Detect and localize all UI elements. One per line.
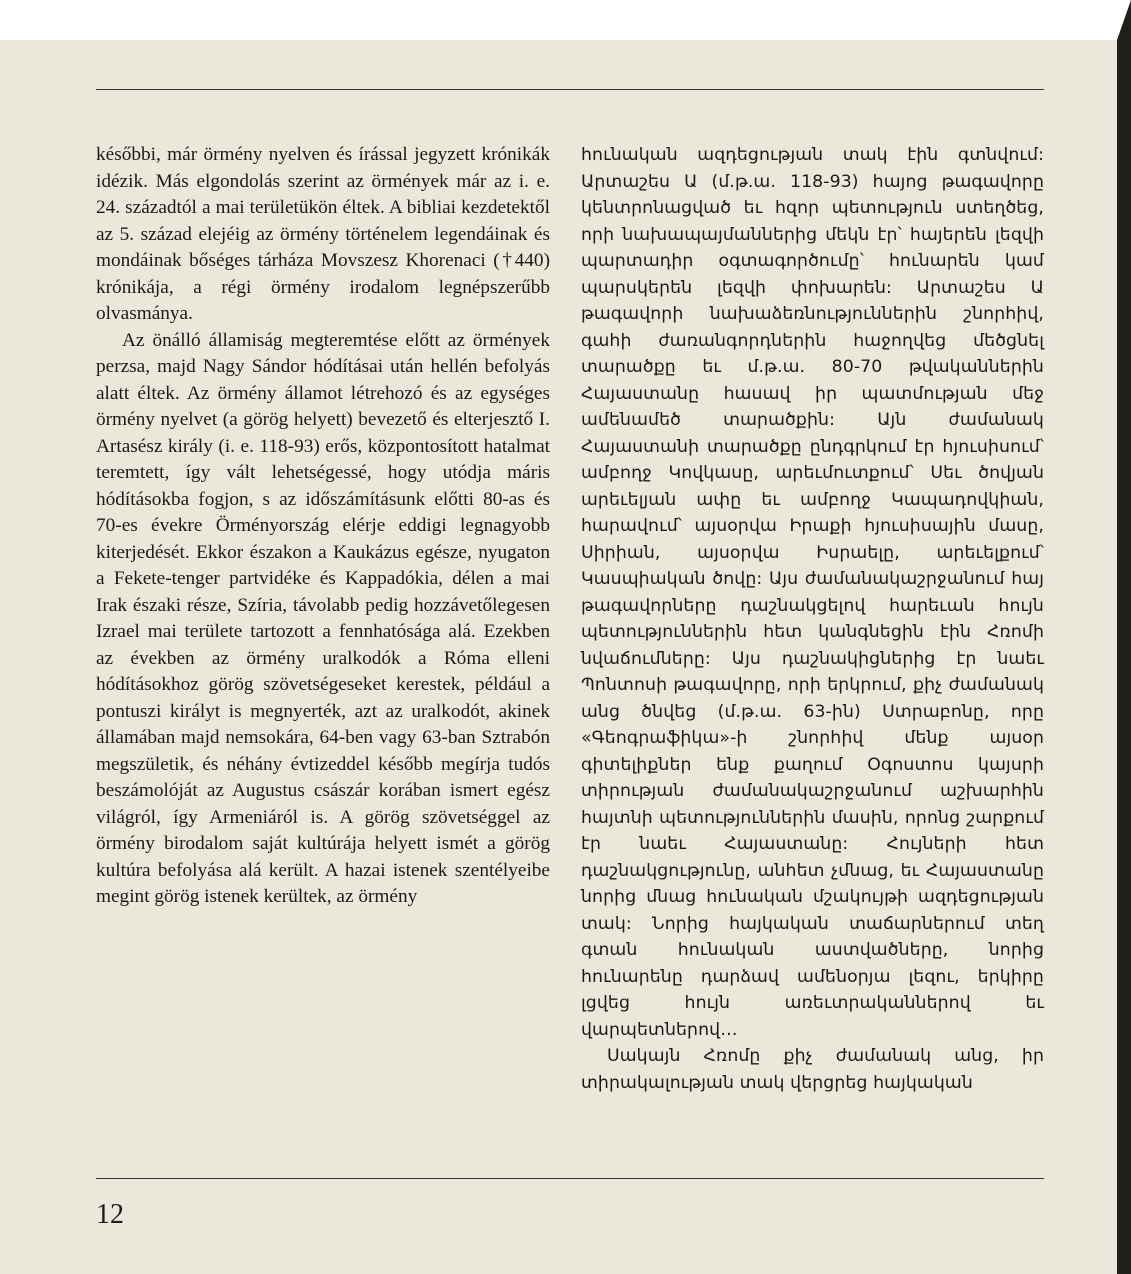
paragraph: Սակայն Հռոմը քիչ ժամանակ անց, իր տիրակալության տակ վերցրեց հայկական <box>581 1046 1044 1093</box>
top-rule <box>96 89 1044 90</box>
right-column-armenian <box>581 142 1044 1096</box>
paragraph: későbbi, már örmény nyelven és írással jegyzett krónikák idézik. Más elgondolás szerint az örmények már az i. e. 24. századtól a mai területükön éltek. A bibliai kezdetektől az 5. század elejéig az örmény történelem legendáinak és mondáinak bőséges tárháza Movszesz Khorenaci (†440) krónikája, a régi örmény irodalom legnépszerűbb olvasmánya. <box>96 144 550 324</box>
page-number: 12 <box>96 1199 124 1230</box>
paragraph: հունական ազդեցության տակ էին գտնվում: Արտաշես Ա (մ.թ.ա. 118-93) հայոց թագավորը կենտրոնացված եւ հզոր պետություն ստեղծեց, որի նախապայմաններից մեկն էր՝ հայերեն լեզվի պարտադիր օգտագործումը՝ հունարեն կամ պարսկերեն լեզվի փոխարեն: Արտաշես Ա թագավորի նախաձեռնություններին շնորհիվ, գահի ժառանգորդներին հաջողվեց մեծցնել տարածքը եւ մ.թ.ա. 80-70 թվականներին Հայաստանը հասավ իր պատմության մեջ ամենամեծ տարածքին: Այն ժամանակ Հայաստանի տարածքը ընդգրկում էր հյուսիսում՝ ամբողջ Կովկասը, արեւմուտքում՝ Սեւ ծովյան արեւելյան ափը եւ ամբողջ Կապադովկիան, հարավում՝ այսօրվա Իրաքի հյուսիսային մասը, Սիրիան, այսօրվա Իսրաելը, արեւելքում՝ Կասպիական ծովը: Այս ժամանակաշրջանում հայ թագավորները դաշնակցելով հարեւան հույն պետություններին հետ կանգնեցին էին Հռոմի նվաճումները: Այս դաշնակիցներից էր նաեւ Պոնտոսի թագավորը, որի երկրում, քիչ ժամանակ անց ծնվեց (մ.թ.ա. 63-ին) Ստրաբոնը, որը «Գեոգրաֆիկա»-ի շնորհիվ մենք այսօր գիտելիքներ ենք քաղում Օգոստոս կայսրի տիրության ժամանակաշրջանում աշխարհին հայտնի պետություններին մասին, որոնց շարքում էր նաեւ Հայաստանը: Հույների հետ դաշնակցությունը, անհետ չմնաց, եւ Հայաստանը նորից մնաց հունական մշակույթի ազդեցության տակ: Նորից հայկական տաճարներում տեղ գտան հունական աստվածները, նորից հունարենը դարձավ ամենօրյա լեզու, երկիրը լցվեց հույն առեւտրականներով եւ վարպետներով… <box>581 145 1044 1040</box>
paragraph: Az önálló államiság megteremtése előtt az örmények perzsa, majd Nagy Sándor hódításai után hellén befolyás alatt éltek. Az örmény államot létrehozó és az egységes örmény nyelvet (a görög helyett) bevezető és elterjesztő I. Artasész király (i. e. 118-93) erős, központosított hatalmat teremtett, így vált lehetségessé, hogy utódja máris hódításokba fogjon, s az időszámításunk előtti 80-as és 70-es évekre Örményország elérje eddigi legnagyobb kiterjedését. Ekkor északon a Kaukázus egésze, nyugaton a Fekete-tenger partvidéke és Kappadókia, délen a mai Irak északi része, Szíria, távolabb pedig hozzávetőlegesen Izrael mai területe tartozott a fennhatósága alá. Ezekben az években az örmény uralkodók a Róma elleni hódításokhoz görög szövetségeseket kerestek, például a pontuszi királyt is megnyerték, azt az uralkodót, akinek államában majd nemsokára, 64-ben vagy 63-ban Sztrabón megszületik, és néhány évtizeddel később megírja tudós beszámolóját az Augustus császár korában ismert egész világról, így Armeniáról is. A görög szövetséggel az örmény birodalom saját kultúrája helyett ismét a görög kultúra befolyása alá került. A hazai istenek szentélyeibe megint görög istenek kerültek, az örmény <box>96 329 550 907</box>
bottom-rule <box>96 1178 1044 1179</box>
left-column-hungarian <box>96 142 550 911</box>
